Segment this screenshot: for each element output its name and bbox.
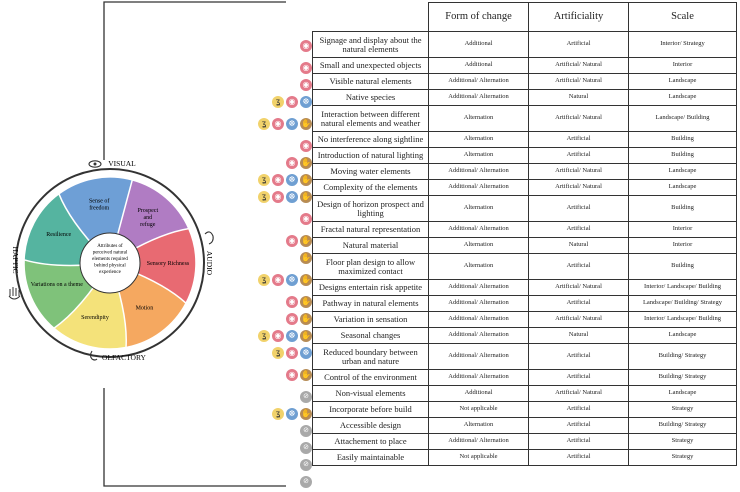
row-name: Control of the environment <box>313 370 429 386</box>
row-artificiality: Artificial <box>529 148 629 164</box>
row-form-of-change: Additional <box>429 32 529 58</box>
row-artificiality: Artificial/ Natural <box>529 106 629 132</box>
row-scale: Building <box>629 254 737 280</box>
audio-label: AUDIO <box>205 250 214 276</box>
table-header-row <box>313 3 737 32</box>
table-row <box>313 402 737 418</box>
wheel-segment-label: Motion <box>135 305 154 312</box>
row-form-of-change: Alternation <box>429 254 529 280</box>
row-form-of-change: Additional/ Alternation <box>429 434 529 450</box>
row-form-of-change: Additional/ Alternation <box>429 222 529 238</box>
row-scale: Building <box>629 196 737 222</box>
row-name: Complexity of the elements <box>313 180 429 196</box>
row-name: Moving water elements <box>313 164 429 180</box>
row-scale: Landscape/ Building/ Strategy <box>629 296 737 312</box>
eye-icon <box>89 161 101 167</box>
attributes-wheel <box>0 148 240 378</box>
eye-icon: ◉ <box>286 369 298 381</box>
nose-icon: ☸ <box>286 174 298 186</box>
row-sense-icons <box>240 234 312 248</box>
ear-icon: ʓ <box>258 274 270 286</box>
hand-icon: ✋ <box>301 252 311 262</box>
row-form-of-change: Alternation <box>429 238 529 254</box>
row-artificiality: Artificial/ Natural <box>529 312 629 328</box>
nose-icon: ☸ <box>286 191 298 203</box>
row-name: Small and unexpected objects <box>313 58 429 74</box>
row-artificiality: Artificial <box>529 450 629 466</box>
header-scale: Scale <box>629 3 737 32</box>
hand-icon: ✋ <box>301 157 311 167</box>
row-artificiality: Artificial <box>529 32 629 58</box>
row-artificiality: Artificial <box>529 418 629 434</box>
row-artificiality: Artificial/ Natural <box>529 58 629 74</box>
eye-icon: ◉ <box>286 296 298 308</box>
nose-icon: ☸ <box>286 118 298 130</box>
row-form-of-change: Additional/ Alternation <box>429 180 529 196</box>
table-row <box>313 58 737 74</box>
header-form-of-change: Form of change <box>429 3 529 32</box>
row-sense-icons <box>240 407 312 421</box>
hand-icon: ✋ <box>301 274 311 284</box>
row-form-of-change: Alternation <box>429 106 529 132</box>
ear-icon: ʓ <box>272 408 284 420</box>
row-scale: Interior/ Landscape/ Building <box>629 312 737 328</box>
row-form-of-change: Additional/ Alternation <box>429 328 529 344</box>
table-row <box>313 344 737 370</box>
eye-icon: ◉ <box>272 174 284 186</box>
row-sense-icons <box>240 475 312 489</box>
row-scale: Building/ Strategy <box>629 418 737 434</box>
eye-icon: ◉ <box>286 235 298 247</box>
row-form-of-change: Additional/ Alternation <box>429 296 529 312</box>
table-row <box>313 74 737 90</box>
row-scale: Landscape/ Building <box>629 106 737 132</box>
table-row <box>313 370 737 386</box>
visual-label: VISUAL <box>108 159 136 168</box>
row-sense-icons <box>240 273 312 287</box>
row-form-of-change: Additional/ Alternation <box>429 164 529 180</box>
row-form-of-change: Not applicable <box>429 402 529 418</box>
row-form-of-change: Additional/ Alternation <box>429 344 529 370</box>
row-name: Fractal natural representation <box>313 222 429 238</box>
nose-icon: ☸ <box>300 347 312 359</box>
row-scale: Landscape <box>629 164 737 180</box>
eye-icon: ◉ <box>300 79 312 91</box>
row-form-of-change: Additional/ Alternation <box>429 280 529 296</box>
ear-icon: ʓ <box>258 330 270 342</box>
table-row <box>313 254 737 280</box>
row-artificiality: Artificial/ Natural <box>529 180 629 196</box>
row-sense-icons <box>240 39 312 53</box>
row-form-of-change: Alternation <box>429 148 529 164</box>
row-sense-icons <box>240 368 312 382</box>
row-sense-icons <box>240 190 312 204</box>
header-artificiality: Artificiality <box>529 3 629 32</box>
row-sense-icons <box>240 295 312 309</box>
eye-icon: ◉ <box>286 347 298 359</box>
row-artificiality: Natural <box>529 90 629 106</box>
wheel-segment-label: Prospect and refuge <box>137 208 159 228</box>
hand-icon: ✋ <box>301 330 311 340</box>
nose-icon: ☸ <box>286 274 298 286</box>
row-artificiality: Artificial <box>529 296 629 312</box>
row-name: Incorporate before build <box>313 402 429 418</box>
row-artificiality: Artificial/ Natural <box>529 280 629 296</box>
row-sense-icons <box>240 458 312 472</box>
row-name: Signage and display about the natural elements <box>313 32 429 58</box>
row-name: Interaction between different natural elements and weather <box>313 106 429 132</box>
ear-icon: ʓ <box>258 118 270 130</box>
row-artificiality: Artificial <box>529 434 629 450</box>
design-strategies-table <box>312 2 737 466</box>
row-sense-icons <box>240 156 312 170</box>
row-form-of-change: Alternation <box>429 418 529 434</box>
row-artificiality: Artificial <box>529 132 629 148</box>
table-row <box>313 296 737 312</box>
row-name: No interference along sightline <box>313 132 429 148</box>
row-artificiality: Artificial <box>529 402 629 418</box>
row-name: Variation in sensation <box>313 312 429 328</box>
ear-icon <box>205 232 213 244</box>
eye-icon: ◉ <box>300 213 312 225</box>
hand-icon: ✋ <box>301 313 311 323</box>
not-applicable-icon: ⊘ <box>300 442 312 454</box>
row-name: Accessible design <box>313 418 429 434</box>
row-scale: Strategy <box>629 434 737 450</box>
table-row <box>313 238 737 254</box>
row-scale: Interior <box>629 58 737 74</box>
table-row <box>313 280 737 296</box>
hand-icon: ✋ <box>301 118 311 128</box>
wheel-segment-label: Sensory Richness <box>146 261 190 268</box>
table-row <box>313 418 737 434</box>
eye-icon: ◉ <box>272 191 284 203</box>
row-artificiality: Natural <box>529 238 629 254</box>
not-applicable-icon: ⊘ <box>300 425 312 437</box>
eye-icon: ◉ <box>300 140 312 152</box>
not-applicable-icon: ⊘ <box>300 391 312 403</box>
eye-icon: ◉ <box>300 40 312 52</box>
row-scale: Interior <box>629 222 737 238</box>
nose-icon: ☸ <box>286 408 298 420</box>
row-sense-icons <box>240 390 312 404</box>
row-name: Natural material <box>313 238 429 254</box>
row-form-of-change: Additional <box>429 386 529 402</box>
table-row <box>313 90 737 106</box>
row-name: Reduced boundary between urban and nature <box>313 344 429 370</box>
row-name: Design of horizon prospect and lighting <box>313 196 429 222</box>
eye-icon: ◉ <box>286 157 298 169</box>
row-sense-icons <box>240 117 312 131</box>
row-scale: Building <box>629 132 737 148</box>
eye-icon: ◉ <box>286 96 298 108</box>
row-scale: Strategy <box>629 402 737 418</box>
hand-icon: ✋ <box>301 235 311 245</box>
row-sense-icons <box>240 173 312 187</box>
row-artificiality: Natural <box>529 328 629 344</box>
row-scale: Strategy <box>629 450 737 466</box>
row-sense-icons <box>240 61 312 75</box>
row-sense-icons <box>240 212 312 226</box>
eye-icon: ◉ <box>300 62 312 74</box>
table-row <box>313 434 737 450</box>
table-row <box>313 312 737 328</box>
row-name: Visible natural elements <box>313 74 429 90</box>
row-scale: Interior/ Landscape/ Building <box>629 280 737 296</box>
row-artificiality: Artificial/ Natural <box>529 74 629 90</box>
wheel-segment-label: Serendipity <box>81 315 109 321</box>
row-form-of-change: Additional/ Alternation <box>429 312 529 328</box>
row-artificiality: Artificial <box>529 222 629 238</box>
wheel-segment-label: Sense of freedom <box>88 198 110 212</box>
wheel-segment-label: Variations on a theme <box>30 282 83 289</box>
row-sense-icons <box>240 329 312 343</box>
row-form-of-change: Alternation <box>429 132 529 148</box>
row-scale: Building <box>629 148 737 164</box>
ear-icon: ʓ <box>272 347 284 359</box>
table-row <box>313 180 737 196</box>
table-row <box>313 386 737 402</box>
row-artificiality: Artificial/ Natural <box>529 386 629 402</box>
row-scale: Landscape <box>629 90 737 106</box>
row-form-of-change: Additional/ Alternation <box>429 370 529 386</box>
row-name: Pathway in natural elements <box>313 296 429 312</box>
table-row <box>313 196 737 222</box>
row-name: Native species <box>313 90 429 106</box>
wheel-segment-label: Resilience <box>46 231 72 238</box>
row-sense-icons <box>240 78 312 92</box>
eye-icon: ◉ <box>286 313 298 325</box>
row-artificiality: Artificial <box>529 344 629 370</box>
row-sense-icons <box>240 139 312 153</box>
ear-icon: ʓ <box>258 191 270 203</box>
row-scale: Building/ Strategy <box>629 344 737 370</box>
hand-icon: ✋ <box>301 174 311 184</box>
row-form-of-change: Additional <box>429 58 529 74</box>
table-row <box>313 106 737 132</box>
table-row <box>313 32 737 58</box>
row-name: Attachement to place <box>313 434 429 450</box>
row-sense-icons <box>240 346 312 360</box>
olfactory-label: OLFACTORY <box>102 353 146 362</box>
row-form-of-change: Alternation <box>429 196 529 222</box>
row-artificiality: Artificial <box>529 254 629 280</box>
row-scale: Building/ Strategy <box>629 370 737 386</box>
row-artificiality: Artificial <box>529 196 629 222</box>
not-applicable-icon: ⊘ <box>300 476 312 488</box>
hand-icon <box>9 287 20 299</box>
row-form-of-change: Not applicable <box>429 450 529 466</box>
row-sense-icons <box>240 441 312 455</box>
table-row <box>313 148 737 164</box>
row-name: Non-visual elements <box>313 386 429 402</box>
nose-icon: ☸ <box>286 330 298 342</box>
table-row <box>313 164 737 180</box>
row-sense-icons <box>240 95 312 109</box>
hand-icon: ✋ <box>301 408 311 418</box>
table-row <box>313 222 737 238</box>
row-name: Designs entertain risk appetite <box>313 280 429 296</box>
row-name: Floor plan design to allow maximized contact <box>313 254 429 280</box>
row-artificiality: Artificial <box>529 370 629 386</box>
nose-icon: ☸ <box>300 96 312 108</box>
row-form-of-change: Additional/ Alternation <box>429 74 529 90</box>
row-sense-icons <box>240 312 312 326</box>
hand-icon: ✋ <box>301 296 311 306</box>
table-row <box>313 328 737 344</box>
not-applicable-icon: ⊘ <box>300 459 312 471</box>
hand-icon: ✋ <box>301 369 311 379</box>
haptic-label: HAPTIC <box>11 246 20 274</box>
row-scale: Interior/ Strategy <box>629 32 737 58</box>
ear-icon: ʓ <box>258 174 270 186</box>
hand-icon: ✋ <box>301 191 311 201</box>
ear-icon: ʓ <box>272 96 284 108</box>
table-row <box>313 450 737 466</box>
row-scale: Interior <box>629 238 737 254</box>
wheel-center-text: Attributes of perceived natural elements required behind physical experience <box>92 244 128 275</box>
row-sense-icons <box>240 251 312 265</box>
row-scale: Landscape <box>629 180 737 196</box>
row-form-of-change: Additional/ Alternation <box>429 90 529 106</box>
eye-icon: ◉ <box>272 274 284 286</box>
row-artificiality: Artificial/ Natural <box>529 164 629 180</box>
row-scale: Landscape <box>629 74 737 90</box>
row-name: Seasonal changes <box>313 328 429 344</box>
row-name: Easily maintainable <box>313 450 429 466</box>
eye-icon: ◉ <box>272 118 284 130</box>
eye-icon: ◉ <box>272 330 284 342</box>
table-row <box>313 132 737 148</box>
row-scale: Landscape <box>629 328 737 344</box>
row-sense-icons <box>240 424 312 438</box>
row-name: Introduction of natural lighting <box>313 148 429 164</box>
header-blank <box>313 3 429 32</box>
row-scale: Landscape <box>629 386 737 402</box>
